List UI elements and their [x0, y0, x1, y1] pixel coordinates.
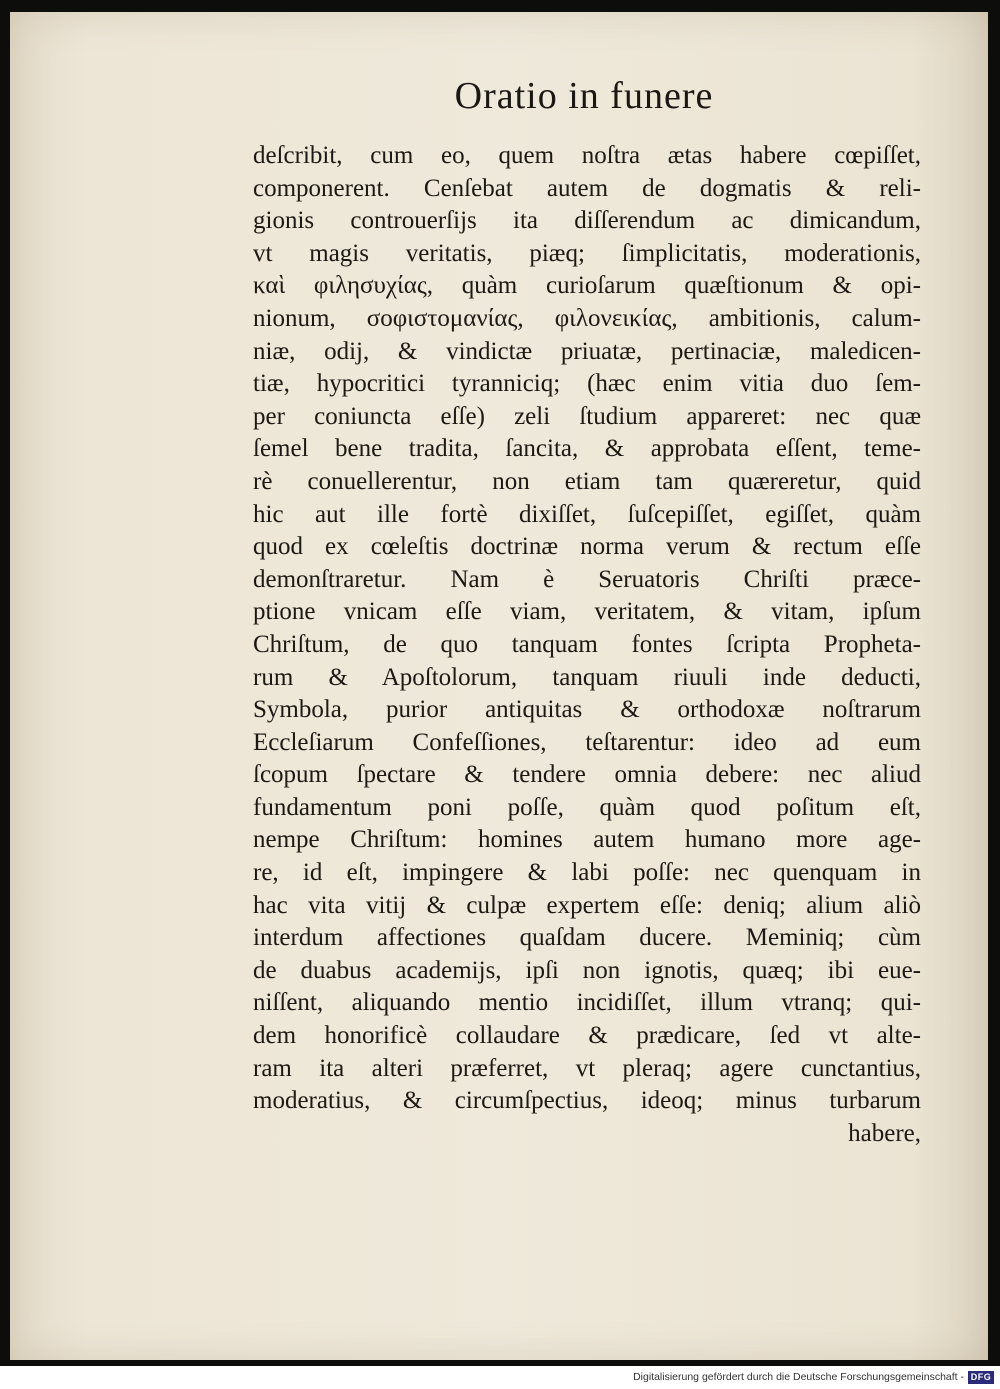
body-text: [253, 140, 921, 1150]
text-line: niſſent, aliquando mentio incidiſſet, illum vtranq; qui-: [253, 989, 921, 1017]
text-line: moderatius, & circumſpectius, ideoq; minus turbarum: [253, 1087, 921, 1115]
catchword: habere,: [848, 1119, 921, 1147]
text-line: quod ex cœleſtis doctrinæ norma verum & rectum eſſe: [253, 533, 921, 561]
text-line: de duabus academijs, ipſi non ignotis, quæq; ibi eue-: [253, 956, 921, 984]
text-line: hic aut ille fortè dixiſſet, ſuſcepiſſet, egiſſet, quàm: [253, 500, 921, 528]
text-line: ſemel bene tradita, ſancita, & approbata eſſent, teme-: [253, 435, 921, 463]
text-line: demonſtraretur. Nam è Seruatoris Chriſti præce-: [253, 565, 921, 593]
text-line: καὶ φιλησυχίας, quàm curioſarum quæſtionum & opi-: [253, 272, 921, 300]
text-line: fundamentum poni poſſe, quàm quod poſitum eſt,: [253, 793, 921, 821]
text-line: rè conuellerentur, non etiam tam quæreretur, quid: [253, 467, 921, 495]
page-paper: [10, 12, 988, 1360]
text-line: ptione vnicam eſſe viam, veritatem, & vitam, ipſum: [253, 598, 921, 626]
dfg-logo-icon: DFG: [968, 1371, 994, 1384]
text-line: vt magis veritatis, piæq; ſimplicitatis, moderationis,: [253, 239, 921, 267]
text-line: per coniuncta eſſe) zeli ſtudium appareret: nec quæ: [253, 402, 921, 430]
text-line: deſcribit, cum eo, quem noſtra ætas habere cœpiſſet,: [253, 142, 921, 169]
text-line: niæ, odij, & vindictæ priuatæ, pertinaciæ, maledicen-: [253, 337, 921, 365]
text-line: tiæ, hypocritici tyranniciq; (hæc enim vitia duo ſem-: [253, 370, 921, 398]
running-header: Oratio in funere: [454, 75, 714, 117]
text-line: nionum, σοφιστομανίας, φιλονεικίας, ambitionis, calum-: [253, 304, 921, 332]
text-line: Symbola, purior antiquitas & orthodoxæ noſtrarum: [253, 696, 921, 724]
text-line: gionis controuerſijs ita diſſerendum ac dimicandum,: [253, 207, 921, 235]
text-line: interdum affectiones quaſdam ducere. Meminiq; cùm: [253, 924, 921, 952]
text-line: ſcopum ſpectare & tendere omnia debere: nec aliud: [253, 761, 921, 789]
text-line: nempe Chriſtum: homines autem humano more age-: [253, 826, 921, 854]
footer-bar: [0, 1366, 1000, 1389]
text-line: rum & Apoſtolorum, tanquam riuuli inde deducti,: [253, 663, 921, 691]
text-line: re, id eſt, impingere & labi poſſe: nec quenquam in: [253, 859, 921, 887]
text-line: Chriſtum, de quo tanquam fontes ſcripta Propheta-: [253, 630, 921, 658]
text-line: componerent. Cenſebat autem de dogmatis & reli-: [253, 174, 921, 202]
text-line: ram ita alteri præferret, vt pleraq; agere cunctantius,: [253, 1054, 921, 1082]
text-line: Eccleſiarum Confeſſiones, teſtarentur: ideo ad eum: [253, 728, 921, 756]
text-line: hac vita vitij & culpæ expertem eſſe: deniq; alium aliò: [253, 891, 921, 919]
funding-credit: Digitalisierung gefördert durch die Deutsche Forschungsgemeinschaft -: [633, 1371, 964, 1383]
text-line: dem honorificè collaudare & prædicare, ſed vt alte-: [253, 1022, 921, 1050]
